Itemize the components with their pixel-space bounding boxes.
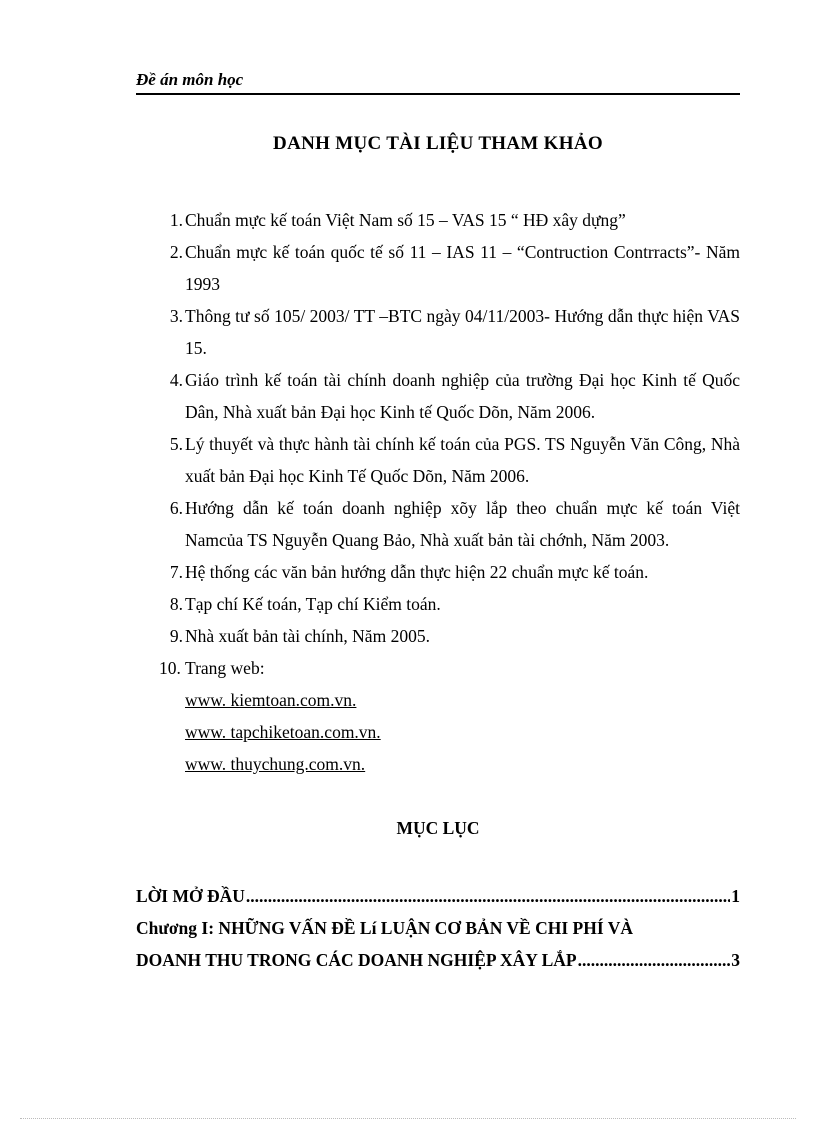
reference-item bbox=[136, 652, 740, 684]
reference-text: Lý thuyết và thực hành tài chính kế toán của PGS. TS Nguyễn Văn Công, Nhà xuất bản Đại học Kinh Tế Quốc Dõn, Năm 2006. bbox=[185, 434, 740, 486]
reference-number: 7. bbox=[169, 562, 183, 582]
reference-item bbox=[136, 204, 740, 236]
reference-item bbox=[136, 556, 740, 588]
reference-text: Hướng dẫn kế toán doanh nghiệp xõy lắp theo chuẩn mực kế toán Việt Namcủa TS Nguyễn Quang Bảo, Nhà xuất bản tài chớnh, Năm 2003. bbox=[185, 498, 740, 550]
reference-text: Tạp chí Kế toán, Tạp chí Kiểm toán. bbox=[185, 594, 441, 614]
toc-leader-dots bbox=[246, 880, 730, 912]
table-of-contents bbox=[136, 880, 740, 976]
reference-number: 3. bbox=[169, 306, 183, 326]
toc-title: MỤC LỤC bbox=[396, 818, 480, 838]
toc-entry-label: DOANH THU TRONG CÁC DOANH NGHIỆP XÂY LẮP bbox=[136, 950, 577, 970]
footer-divider bbox=[20, 1118, 796, 1119]
website-link-kiemtoan[interactable]: www. kiemtoan.com.vn. bbox=[185, 690, 357, 710]
reference-number: 4. bbox=[169, 370, 183, 390]
reference-number: 2. bbox=[169, 242, 183, 262]
reference-item bbox=[136, 492, 740, 556]
reference-item bbox=[136, 364, 740, 428]
website-link-tapchiketoan[interactable]: www. tapchiketoan.com.vn. bbox=[185, 722, 381, 742]
toc-entry[interactable] bbox=[136, 880, 740, 912]
reference-item bbox=[136, 620, 740, 652]
reference-text: Nhà xuất bản tài chính, Năm 2005. bbox=[185, 626, 430, 646]
reference-text: Chuẩn mực kế toán Việt Nam số 15 – VAS 15 “ HĐ xây dựng” bbox=[185, 210, 626, 230]
reference-number: 8. bbox=[169, 594, 183, 614]
references-list bbox=[136, 204, 740, 780]
reference-text: Chuẩn mực kế toán quốc tế số 11 – IAS 11 – “Contruction Contrracts”- Năm 1993 bbox=[185, 242, 740, 294]
page-header-title: Đề án môn học bbox=[136, 70, 244, 89]
reference-text: Hệ thống các văn bản hướng dẫn thực hiện 22 chuẩn mực kế toán. bbox=[185, 562, 649, 582]
reference-number: 10. bbox=[159, 658, 181, 678]
reference-item bbox=[136, 428, 740, 492]
reference-text: Giáo trình kế toán tài chính doanh nghiệp của trường Đại học Kinh tế Quốc Dân, Nhà xuất bản Đại học Kinh tế Quốc Dõn, Năm 2006. bbox=[185, 370, 740, 422]
references-title: DANH MỤC TÀI LIỆU THAM KHẢO bbox=[273, 133, 603, 154]
reference-number: 5. bbox=[169, 434, 183, 454]
reference-text: Trang web: bbox=[185, 658, 265, 678]
header-divider bbox=[136, 93, 740, 95]
website-link-thuychung[interactable]: www. thuychung.com.vn. bbox=[185, 754, 366, 774]
reference-number: 9. bbox=[169, 626, 183, 646]
reference-text: Thông tư số 105/ 2003/ TT –BTC ngày 04/11/2003- Hướng dẫn thực hiện VAS 15. bbox=[185, 306, 740, 358]
website-links bbox=[136, 684, 740, 780]
reference-item bbox=[136, 236, 740, 300]
toc-page-number: 3 bbox=[731, 950, 740, 970]
toc-leader-dots bbox=[578, 944, 731, 976]
reference-item bbox=[136, 588, 740, 620]
reference-number: 1. bbox=[169, 210, 183, 230]
reference-item bbox=[136, 300, 740, 364]
toc-entry-label-line1: Chương I: NHỮNG VẤN ĐỀ Lí LUẬN CƠ BẢN VỀ CHI PHÍ VÀ bbox=[136, 918, 633, 938]
toc-entry-label: LỜI MỞ ĐẦU bbox=[136, 886, 245, 906]
toc-entry[interactable] bbox=[136, 912, 740, 976]
toc-page-number: 1 bbox=[731, 886, 740, 906]
reference-number: 6. bbox=[169, 498, 183, 518]
